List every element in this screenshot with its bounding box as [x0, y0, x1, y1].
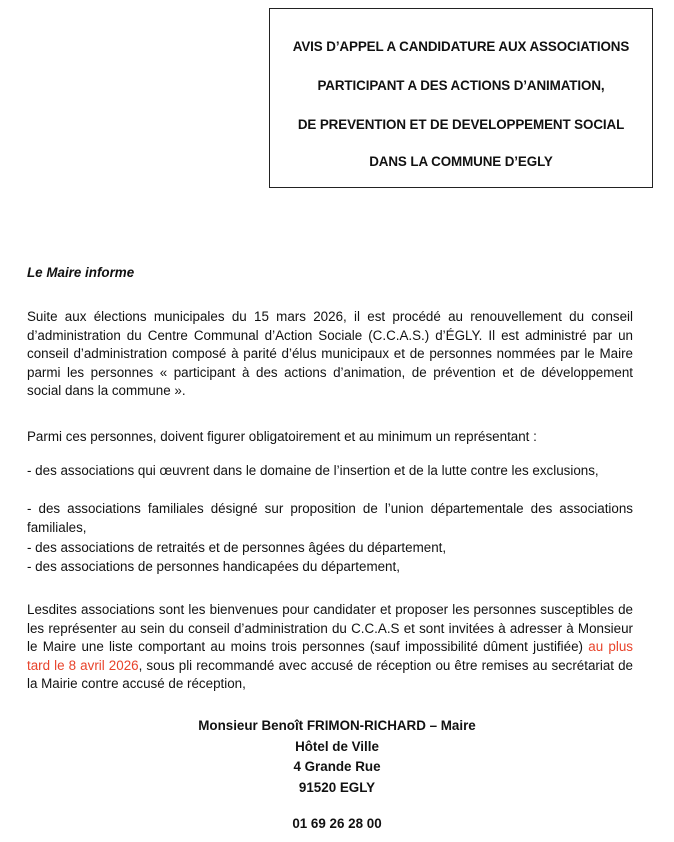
- signature-name: Monsieur Benoît FRIMON-RICHARD – Maire: [198, 718, 476, 733]
- deadline-text: au plus tard le 8 avril 2026: [27, 639, 633, 673]
- paragraph-candidature-end: , sous pli recommandé avec accusé de réception ou être remises au secrétariat de la Mairie contre accusé de réception,: [27, 657, 633, 692]
- paragraph-candidature: [27, 601, 633, 694]
- title-line-1: AVIS D’APPEL A CANDIDATURE AUX ASSOCIATIONS: [292, 39, 630, 54]
- list-item-familiales: - des associations familiales désigné sur proposition de l’union départementale des associations familiales,: [27, 501, 633, 535]
- notice-title-box: [269, 8, 653, 188]
- signature-place: Hôtel de Ville: [295, 739, 379, 754]
- list-item-handicapees: - des associations de personnes handicapées du département,: [27, 559, 400, 574]
- intro-heading: Le Maire informe: [27, 265, 135, 280]
- paragraph-candidature-text: Lesdites associations sont les bienvenues pour candidater et proposer les personnes susceptibles de les représenter au sein du conseil d’administration du C.C.A.S et sont invitées à adresser à Monsieur le Maire une liste comportant au moins trois personnes (sauf impossibilité dûment justifiée): [27, 602, 633, 655]
- title-line-4: DANS LA COMMUNE D’EGLY: [369, 154, 553, 169]
- title-line-3: DE PREVENTION ET DE DEVELOPPEMENT SOCIAL: [297, 117, 625, 132]
- paragraph-elections: Suite aux élections municipales du 15 mars 2026, il est procédé au renouvellement du conseil d’administration du Centre Communal d’Action Sociale (C.C.A.S.) d’ÉGLY. Il est administré par un conseil d’administration composé à parité d’élus municipaux et de personnes nommées par le Maire parmi les personnes « participant à des actions d’animation, de prévention et de développement social dans la commune ».: [27, 309, 633, 399]
- signature-street: 4 Grande Rue: [293, 759, 381, 774]
- signature-phone: 01 69 26 28 00: [292, 816, 382, 831]
- signature-block: [0, 718, 674, 832]
- title-line-2: PARTICIPANT A DES ACTIONS D’ANIMATION,: [317, 78, 605, 93]
- list-item-insertion: - des associations qui œuvrent dans le domaine de l’insertion et de la lutte contre les exclusions,: [27, 463, 599, 478]
- paragraph-representants: Parmi ces personnes, doivent figurer obligatoirement et au minimum un représentant :: [27, 429, 537, 444]
- signature-city: 91520 EGLY: [298, 780, 376, 795]
- list-item-retraites: - des associations de retraités et de personnes âgées du département,: [27, 540, 447, 555]
